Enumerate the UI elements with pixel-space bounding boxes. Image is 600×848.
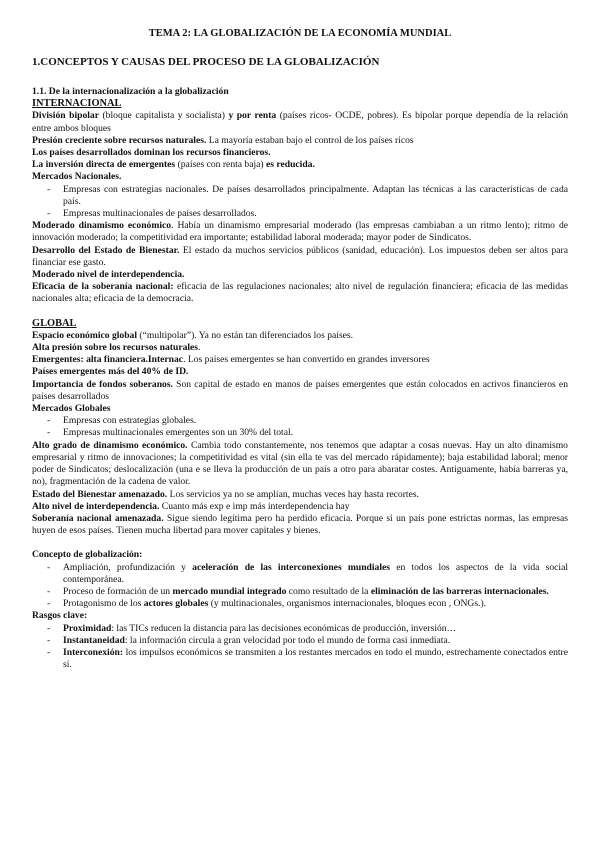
paragraph: Países emergentes más del 40% de ID. [32, 366, 189, 378]
bullet-list [32, 623, 568, 672]
paragraph: Mercados Nacionales. [32, 171, 122, 183]
bullet-list [32, 415, 568, 439]
list-item: - Empresas con estrategias globales. [32, 415, 568, 427]
page-title: TEMA 2: LA GLOBALIZACIÓN DE LA ECONOMÍA MUNDIAL [148, 28, 452, 39]
list-item: - Ampliación, profundización y aceleración de las interconexiones mundiales en todos los aspectos de la vida social contemporánea. [32, 562, 568, 586]
rasgos-heading: Rasgos clave: [32, 610, 88, 622]
list-item: - Empresas multinacionales de países desarrollados. [32, 208, 568, 220]
paragraph: Alto grado de dinamismo económico. Cambia todo constantemente, nos tenemos que adaptar a cosas nuevas. Hay un alto dinamismo empresarial y ritmo de innovaciones; la competitividad es vital (sin ella te vas del mercado rápidamente); baja estabilidad laboral; menor poder de Sindicatos; deslocalización (una e se lleva la producción de un país a otro para abaratar costes. Antiguamente, había barreras ya, no), fragmentación de la cadena de valor. [32, 439, 568, 488]
list-item: - Proceso de formación de un mercado mundial integrado como resultado de la eliminación de las barreras internacionales. [32, 586, 568, 598]
paragraph: Eficacia de la soberanía nacional: eficacia de las regulaciones nacionales; alto nivel de regulación financiera; eficacia de las medidas nacionales alta; eficacia de la democracia. [32, 281, 568, 305]
paragraph: Los países desarrollados dominan los recursos financieros. [32, 147, 271, 159]
list-item: - Protagonismo de los actores globales (y multinacionales, organismos internacionales, bloques econ , ONGs.). [32, 598, 568, 610]
paragraph: Desarrollo del Estado de Bienestar. El estado da muchos servicios públicos (sanidad, educación). Los impuestos deben ser altos para financiar ese gasto. [32, 244, 569, 268]
paragraph: Soberanía nacional amenazada. Sigue siendo legítima pero ha perdido eficacia. Porque si un país pone estrictas normas, las empresas huyen de esos países. Tienen mucha libertad para mover capitales y bienes. [32, 512, 568, 537]
paragraph: Emergentes: alta financiera.Internac. Los países emergentes se han convertido en grandes inversores [32, 354, 430, 366]
global-heading: GLOBAL [32, 317, 77, 329]
list-item: - Instantaneidad: la información circula a gran velocidad por todo el mundo de forma casi inmediata. [32, 635, 568, 647]
paragraph: Mercados Globales [32, 403, 111, 415]
list-item: - Empresas multinacionales emergentes son un 30% del total. [32, 427, 568, 439]
concepto-heading: Concepto de globalización: [32, 549, 143, 561]
bullet-list [32, 562, 568, 611]
bullet-list [32, 184, 568, 221]
paragraph: División bipolar (bloque capitalista y socialista) y por renta (países ricos- OCDE, pobres). Es bipolar porque dependía de la relación entre ambos bloques [32, 110, 569, 134]
paragraph: Alta presión sobre los recursos naturales. [32, 342, 201, 354]
paragraph: Alto nivel de interdependencia. Cuanto más exp e imp más interdependencia hay [32, 500, 350, 512]
document-body [32, 86, 568, 671]
paragraph: Importancia de fondos soberanos. Son capital de estado en manos de países emergentes que están colocados en activos financieros en países desarrollados [32, 378, 568, 402]
section-heading: 1.CONCEPTOS Y CAUSAS DEL PROCESO DE LA GLOBALIZACIÓN [32, 56, 380, 68]
list-item: - Empresas con estrategias nacionales. De países desarrollados principalmente. Adaptan las técnicas a las características de cada país. [32, 184, 568, 208]
internacional-heading: INTERNACIONAL [32, 98, 122, 110]
paragraph: Moderado dinamismo económico. Había un dinamismo empresarial moderado (las empresas cambiaban a un ritmo lento); ritmo de innovación moderado; la competitividad era importante; estabilidad laboral moderada; mayor poder de Sindicatos. [32, 220, 568, 244]
paragraph: La inversión directa de emergentes (países con renta baja) es reducida. [32, 159, 315, 171]
list-item: - Proximidad: las TICs reducen la distancia para las decisiones económicas de producción, inversión… [32, 623, 568, 635]
paragraph: Moderado nivel de interdependencia. [32, 269, 185, 281]
paragraph: Estado del Bienestar amenazado. Los servicios ya no se amplían, muchas veces hay hasta recortes. [32, 488, 419, 500]
paragraph: Presión creciente sobre recursos naturales. La mayoría estaban bajo el control de los países ricos [32, 134, 414, 146]
subsection-heading: 1.1. De la internacionalización a la globalización [32, 86, 229, 97]
paragraph: Espacio económico global (“multipolar”). Ya no están tan diferenciados los países. [32, 329, 354, 341]
list-item: - Interconexión: los impulsos económicos se transmiten a los restantes mercados en todo el mundo, estrechamente conectados entre sí. [32, 647, 568, 671]
